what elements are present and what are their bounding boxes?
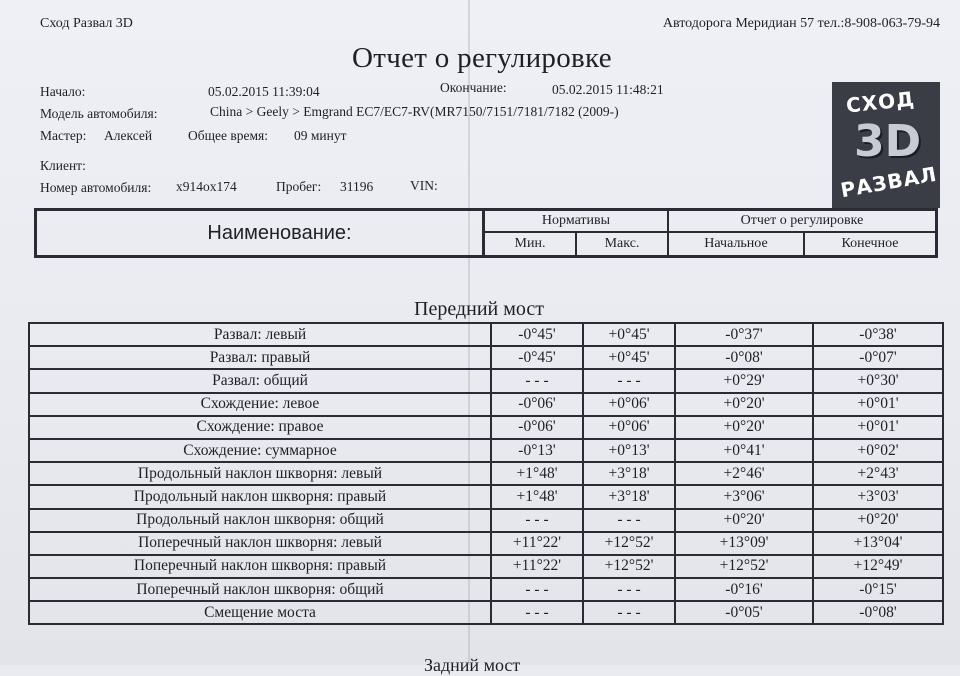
cell-name: Поперечный наклон шкворня: правый <box>29 555 491 578</box>
header-norms: Нормативы <box>485 211 669 233</box>
cell-final: +0°01' <box>813 393 943 416</box>
client-label: Клиент: <box>40 158 86 173</box>
cell-initial: +12°52' <box>675 555 813 578</box>
cell-max: - - - <box>583 509 675 532</box>
logo-text-3d: 3D <box>854 116 922 167</box>
cell-initial: +0°41' <box>675 439 813 462</box>
total-time-value: 09 минут <box>294 128 347 143</box>
cell-name: Продольный наклон шкворня: левый <box>29 462 491 485</box>
cell-initial: -0°05' <box>675 601 813 624</box>
header-name: Наименование: <box>37 211 485 255</box>
cell-max: +0°45' <box>583 323 675 346</box>
cell-initial: +0°29' <box>675 369 813 392</box>
cell-initial: +0°20' <box>675 416 813 439</box>
cell-max: +3°18' <box>583 485 675 508</box>
table-row <box>29 509 943 532</box>
table-row <box>29 555 943 578</box>
table-row <box>29 416 943 439</box>
cell-min: - - - <box>491 578 583 601</box>
cell-final: +3°03' <box>813 485 943 508</box>
cell-final: +12°49' <box>813 555 943 578</box>
table-row <box>29 601 943 624</box>
mileage-value: 31196 <box>340 179 374 194</box>
cell-min: -0°13' <box>491 439 583 462</box>
end-value: 05.02.2015 11:48:21 <box>552 82 664 97</box>
total-time-label: Общее время: <box>188 128 268 143</box>
cell-final: +0°20' <box>813 509 943 532</box>
mileage-label: Пробег: <box>276 179 322 194</box>
start-label: Начало: <box>40 84 86 99</box>
cell-min: - - - <box>491 369 583 392</box>
cell-min: +1°48' <box>491 462 583 485</box>
header-report: Отчет о регулировке <box>669 211 935 233</box>
cell-initial: +0°20' <box>675 393 813 416</box>
cell-initial: +2°46' <box>675 462 813 485</box>
cell-name: Поперечный наклон шкворня: левый <box>29 532 491 555</box>
end-label: Окончание: <box>440 80 507 95</box>
table-header <box>34 208 938 258</box>
cell-final: -0°08' <box>813 601 943 624</box>
cell-max: +0°06' <box>583 416 675 439</box>
measurements-table <box>28 322 944 625</box>
cell-initial: +3°06' <box>675 485 813 508</box>
cell-final: -0°15' <box>813 578 943 601</box>
model-label: Модель автомобиля: <box>40 106 158 121</box>
table-row <box>29 462 943 485</box>
header-max: Макс. <box>577 233 669 255</box>
cell-final: +2°43' <box>813 462 943 485</box>
logo-text-top: СХОД <box>844 86 916 118</box>
table-row <box>29 323 943 346</box>
section-rear-axle-partial: Задний мост <box>424 655 521 675</box>
cell-final: +13°04' <box>813 532 943 555</box>
page-title: Отчет о регулировке <box>352 42 612 74</box>
plate-label: Номер автомобиля: <box>40 180 152 195</box>
vin-label: VIN: <box>410 178 438 193</box>
table-row <box>29 578 943 601</box>
table-row <box>29 439 943 462</box>
cell-name: Продольный наклон шкворня: правый <box>29 485 491 508</box>
header-final: Конечное <box>841 236 899 251</box>
table-row <box>29 393 943 416</box>
cell-name: Развал: правый <box>29 346 491 369</box>
cell-name: Развал: левый <box>29 323 491 346</box>
master-value: Алексей <box>104 128 153 143</box>
cell-max: +0°45' <box>583 346 675 369</box>
address-phone: Автодорога Меридиан 57 тел.:8-908-063-79-94 <box>662 16 940 31</box>
cell-final: -0°38' <box>813 323 943 346</box>
cell-name: Схождение: правое <box>29 416 491 439</box>
header-min: Мин. <box>485 233 577 255</box>
cell-max: +12°52' <box>583 532 675 555</box>
company-name: Сход Развал 3D <box>40 16 133 31</box>
start-value: 05.02.2015 11:39:04 <box>208 84 320 99</box>
table-row <box>29 485 943 508</box>
cell-min: -0°45' <box>491 346 583 369</box>
cell-min: - - - <box>491 601 583 624</box>
cell-final: +0°02' <box>813 439 943 462</box>
table-row <box>29 346 943 369</box>
cell-min: -0°06' <box>491 416 583 439</box>
cell-name: Схождение: левое <box>29 393 491 416</box>
table-row <box>29 369 943 392</box>
cell-min: +11°22' <box>491 555 583 578</box>
cell-initial: -0°08' <box>675 346 813 369</box>
cell-min: +1°48' <box>491 485 583 508</box>
cell-min: -0°45' <box>491 323 583 346</box>
cell-initial: +13°09' <box>675 532 813 555</box>
header-initial: Начальное <box>669 233 805 255</box>
company-logo <box>832 82 940 208</box>
cell-final: +0°30' <box>813 369 943 392</box>
cell-name: Продольный наклон шкворня: общий <box>29 509 491 532</box>
cell-final: -0°07' <box>813 346 943 369</box>
cell-name: Поперечный наклон шкворня: общий <box>29 578 491 601</box>
plate-value: x914ox174 <box>176 179 237 194</box>
logo-text-bottom: РАЗВАЛ <box>838 161 940 203</box>
cell-min: -0°06' <box>491 393 583 416</box>
cell-initial: +0°20' <box>675 509 813 532</box>
cell-initial: -0°16' <box>675 578 813 601</box>
cell-max: - - - <box>583 369 675 392</box>
cell-name: Схождение: суммарное <box>29 439 491 462</box>
master-label: Мастер: <box>40 128 87 143</box>
cell-max: +0°13' <box>583 439 675 462</box>
cell-name: Смещение моста <box>29 601 491 624</box>
cell-max: - - - <box>583 578 675 601</box>
cell-min: - - - <box>491 509 583 532</box>
model-value: China > Geely > Emgrand EC7/EC7-RV(MR7150/7151/7181/7182 (2009-) <box>210 104 619 119</box>
cell-max: - - - <box>583 601 675 624</box>
cell-min: +11°22' <box>491 532 583 555</box>
table-row <box>29 532 943 555</box>
cell-max: +3°18' <box>583 462 675 485</box>
cell-max: +0°06' <box>583 393 675 416</box>
cell-name: Развал: общий <box>29 369 491 392</box>
section-front-axle: Передний мост <box>414 298 544 320</box>
cell-max: +12°52' <box>583 555 675 578</box>
cell-initial: -0°37' <box>675 323 813 346</box>
cell-final: +0°01' <box>813 416 943 439</box>
